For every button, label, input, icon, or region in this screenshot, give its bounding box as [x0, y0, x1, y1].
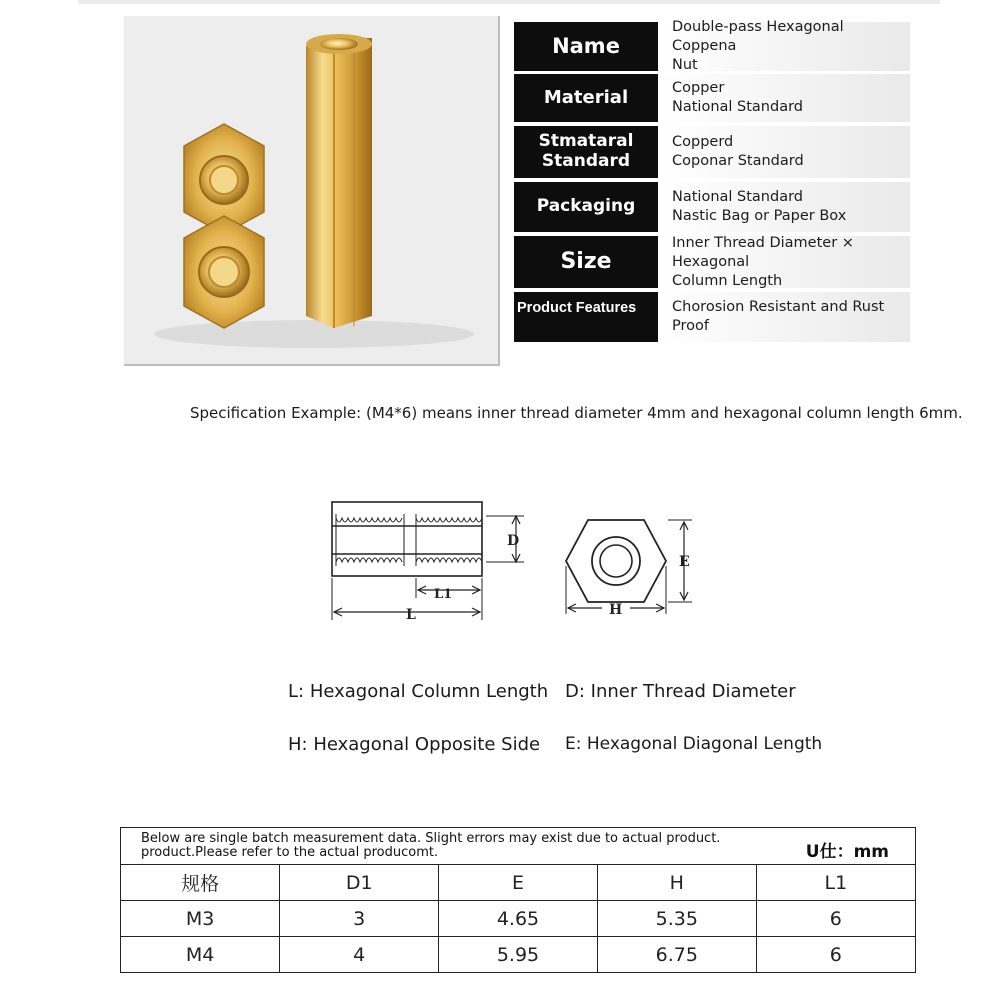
spec-value	[660, 74, 910, 122]
legend-d: D: Inner Thread Diameter	[565, 681, 796, 702]
unit-label: U仕：mm	[805, 842, 889, 862]
specification-example: Specification Example: (M4*6) means inner thread diameter 4mm and hexagonal column length 6mm.	[190, 404, 963, 422]
table-row	[121, 937, 915, 973]
spec-row-standard	[514, 126, 910, 178]
spec-value-line: Nut	[672, 57, 698, 73]
spec-value	[660, 236, 910, 288]
spec-value-line: Copper	[672, 80, 725, 96]
tall-standoff-image	[306, 34, 372, 328]
table-cell: 3	[280, 901, 439, 937]
technical-drawing	[320, 488, 700, 632]
product-photo	[124, 16, 500, 366]
table-cell: 6	[756, 901, 915, 937]
spec-row-features	[514, 292, 910, 342]
measurement-table	[120, 827, 916, 973]
spec-value-line: Column Length	[672, 272, 783, 289]
dimension-label-l: L	[406, 607, 416, 623]
table-cell: 4.65	[439, 901, 598, 937]
table-cell: 6.75	[597, 937, 756, 973]
column-header: 规格	[121, 865, 280, 901]
dimension-label-e: E	[679, 554, 690, 570]
spec-label: Stmataral Standard	[514, 126, 658, 178]
table-cell: 5.95	[439, 937, 598, 973]
spec-value	[660, 182, 910, 232]
spec-value	[660, 292, 910, 342]
spec-row-size	[514, 236, 910, 288]
spec-label: Product Features	[514, 292, 658, 342]
legend-l: L: Hexagonal Column Length	[288, 681, 549, 702]
table-header-row	[121, 865, 915, 901]
measurement-note-line: product.Please refer to the actual producomt.	[141, 845, 439, 860]
column-header: H	[597, 865, 756, 901]
measurement-grid	[121, 865, 915, 972]
spec-row-packaging	[514, 182, 910, 232]
spec-label: Material	[514, 74, 658, 122]
dimension-label-d: D	[507, 533, 520, 549]
spec-label: Name	[514, 22, 658, 71]
column-header: L1	[756, 865, 915, 901]
legend-h: H: Hexagonal Opposite Side	[288, 734, 541, 755]
spec-row-material	[514, 74, 910, 122]
table-cell: M4	[121, 937, 280, 973]
spec-value-line: Double-pass Hexagonal Coppena	[672, 19, 844, 54]
spec-label: Size	[514, 236, 658, 288]
dimension-label-l1: L1	[434, 587, 453, 602]
top-divider	[78, 0, 940, 4]
spec-value-line: Inner Thread Diameter × Hexagonal	[672, 234, 854, 270]
side-view-drawing	[332, 502, 524, 620]
spec-value-line: Nastic Bag or Paper Box	[672, 208, 847, 224]
spec-value	[660, 19, 910, 73]
measurement-note	[121, 828, 915, 865]
column-header: E	[439, 865, 598, 901]
dimension-label-h: H	[609, 602, 623, 618]
small-nut-lower-image	[184, 216, 264, 328]
measurement-note-line: Below are single batch measurement data. Slight errors may exist due to actual product.	[141, 831, 721, 846]
table-cell: 6	[756, 937, 915, 973]
spec-value	[660, 126, 910, 178]
table-cell: 4	[280, 937, 439, 973]
spec-value-line: Chorosion Resistant and Rust Proof	[672, 299, 885, 334]
spec-label: Packaging	[514, 182, 658, 232]
table-row	[121, 901, 915, 937]
measurement-note-text	[141, 832, 761, 860]
spec-value-line: Coponar Standard	[672, 153, 804, 169]
end-view-drawing	[566, 520, 692, 614]
table-cell: M3	[121, 901, 280, 937]
table-cell: 5.35	[597, 901, 756, 937]
spec-value-line: Copperd	[672, 134, 734, 150]
spec-row-name	[514, 19, 910, 73]
legend-e: E: Hexagonal Diagonal Length	[565, 734, 823, 754]
column-header: D1	[280, 865, 439, 901]
spec-value-line: National Standard	[672, 99, 803, 115]
spec-value-line: National Standard	[672, 189, 803, 205]
